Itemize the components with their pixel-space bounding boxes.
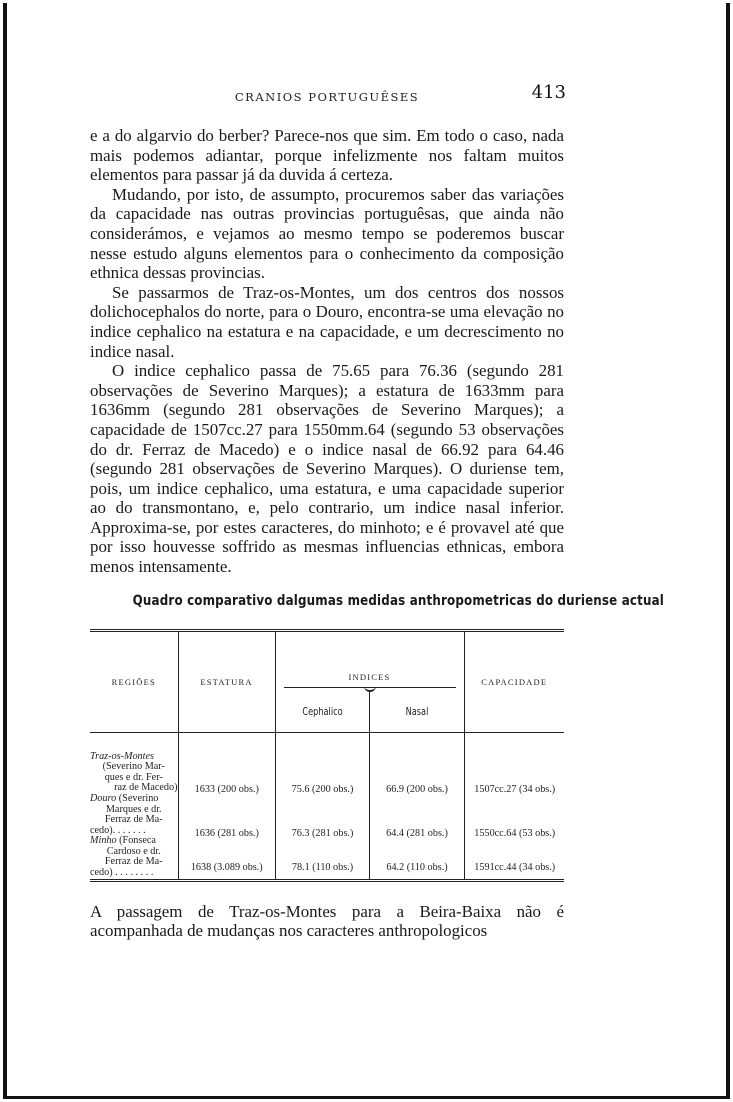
values-table [179, 733, 565, 879]
cell-nasal: 64.4 (281 obs.) [370, 795, 465, 839]
cell-estatura: 1633 (200 obs.) [194, 783, 259, 795]
cell-capacidade: 1507cc.27 (34 obs.) [465, 733, 565, 795]
paragraph: Mudando, por isto, de assumpto, procuremos saber das variações da capacidade nas outras provincias portuguêsas, que ainda não considerámos, e vejamos ao mesmo tempo se poderemos buscar nesse estudo alguns elementos para o conhecimento da composição ethnica dessas provincias. [90, 184, 564, 283]
region-line: (Severino Mar- [102, 761, 165, 773]
region-column [90, 732, 178, 880]
paragraph: A passagem de Traz-os-Montes para a Beira-Baixa não é acompanhada de mudanças nos caracteres anthropologicos [90, 901, 564, 941]
values-block [178, 732, 564, 880]
header-nasal-label: Nasal [405, 705, 428, 718]
header-estatura: ESTATURA [178, 630, 275, 732]
region-line: cedo). . . . . . . [90, 824, 146, 836]
region-name: Douro [90, 792, 117, 804]
page-number: 413 [531, 82, 566, 103]
header-capacidade: CAPACIDADE [464, 630, 564, 732]
table-title: Quadro comparativo dalgumas medidas anthropometricas do duriense actual [132, 592, 665, 609]
running-head [90, 80, 564, 110]
region-line: (Fonseca [119, 835, 156, 847]
cell-nasal: 64.2 (110 obs.) [370, 839, 465, 879]
region-line: cedo) . . . . . . . . [90, 867, 154, 879]
header-cephalico-label: Cephalico [301, 705, 343, 718]
header-indices-label: INDICES [348, 672, 391, 683]
paragraph: e a do algarvio do berber? Parece-nos que sim. Em todo o caso, nada mais podemos adiantar, porque infelizmente nos faltam muitos elementos para passar já da duvida á certeza. [90, 126, 564, 185]
region-line: (Severino [118, 792, 159, 804]
closing-text [90, 902, 564, 941]
body-text [90, 126, 564, 577]
cell-cephalico: 76.3 (281 obs.) [276, 795, 370, 839]
cell-cephalico: 78.1 (110 obs.) [276, 839, 370, 879]
running-title: CRANIOS PORTUGUÊSES [234, 90, 420, 104]
header-regioes: REGIÕES [90, 630, 178, 732]
region-line: Ferraz de Ma- [104, 856, 163, 868]
cell-cephalico: 75.6 (200 obs.) [276, 733, 370, 795]
paragraph: Se passarmos de Traz-os-Montes, um dos centros dos nossos dolichocephalos do norte, para o Douro, encontra-se uma elevação no indice cephalico na estatura e na capacidade, e um decrescimento no indice nasal. [90, 282, 564, 361]
header-nasal [369, 692, 464, 732]
region-line: Cardoso e dr. [106, 845, 161, 857]
header-indices [275, 630, 464, 692]
page [90, 80, 665, 941]
indices-brace [284, 684, 456, 692]
region-name: Traz-os-Montes [90, 750, 154, 762]
region-name: Minho [90, 835, 117, 847]
comparison-table [90, 629, 564, 882]
region-line: Marques e dr. [105, 803, 162, 815]
cell-estatura: 1636 (281 obs.) [194, 827, 259, 839]
region-line: Ferraz de Ma- [104, 814, 163, 826]
header-cephalico [275, 692, 369, 732]
region-line: ques e dr. Fer- [104, 771, 163, 783]
region-line: raz de Macedo) [114, 782, 178, 794]
paragraph: O indice cephalico passa de 75.65 para 76.36 (segundo 281 observações de Severino Marques); a estatura de 1633mm para 1636mm (segundo 281 observações de Severino Marques); a capacidade de 1507cc.27 para 1550mm.64 (segundo 53 observações do dr. Ferraz de Macedo) e o indice nasal de 66.92 para 64.46 (segundo 281 observações de Severino Marques). O duriense tem, pois, um indice cephalico, uma estatura, e uma capacidade superior ao do transmontano, e, pelo contrario, um indice nasal inferior. Approxima-se, por estes caracteres, do minhoto; e é provavel até que por isso houvesse soffrido as mesmas influencias ethnicas, embora menos intensamente. [90, 361, 564, 577]
cell-nasal: 66.9 (200 obs.) [370, 733, 465, 795]
cell-capacidade: 1591cc.44 (34 obs.) [465, 839, 565, 879]
cell-capacidade: 1550cc.64 (53 obs.) [465, 795, 565, 839]
cell-estatura: 1638 (3.089 obs.) [190, 861, 263, 873]
